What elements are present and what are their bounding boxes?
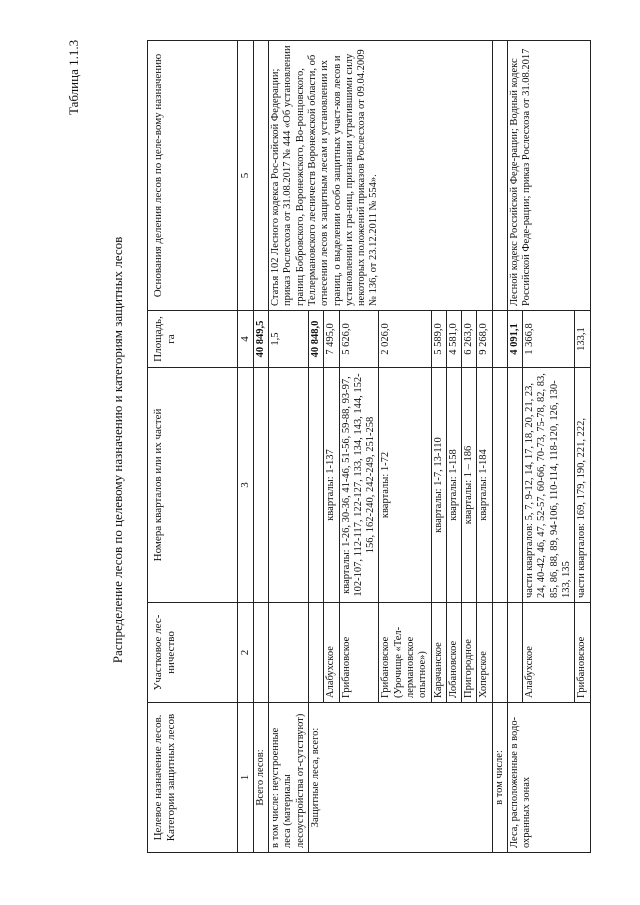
area: 2 026,0 [379,311,431,368]
water-label: Леса, расположенные в водо-охранных зонах [507,703,590,853]
quarters: части кварталов: 169, 179, 190, 221, 222, [575,368,590,603]
district-name: Лобановское [446,603,461,703]
area: 5 589,0 [431,311,446,368]
table-title: Распределение лесов по целевому назначению и категориям защитных лесов [110,236,125,664]
header-quarters: Номера кварталов или их частей [148,368,238,603]
col-number: 1 [238,703,254,853]
quarters: части кварталов: 5, 7, 9-12, 14, 17, 18, 20, 21, 23, 24, 40-42, 46, 47, 52-57, 60-66, 70-73, 75-78, 82, 83, 85, 86, 88, 89, 94-106, 110-114, 118-120, 126, 130-133, 135 [523,368,575,603]
row-unforested [269,41,309,853]
district-name: Алабухское [324,603,339,703]
col-number: 3 [238,368,254,603]
col-number: 4 [238,311,254,368]
district-name: Грибановское (Урочище «Тел-лермановское опытное») [379,603,431,703]
area: 4 581,0 [446,311,461,368]
unforested-label: в том числе: неустроенные леса (материалы лесоустройства от-сутствуют) [269,703,309,853]
header-purpose: Целевое назначение лесов. Категории защитных лесов [148,703,238,853]
total-label: Всего лесов: [253,703,268,853]
protective-area: 40 848,0 [308,311,323,368]
col-number: 2 [238,603,254,703]
water-area: 4 091,1 [507,311,522,368]
unforested-area: 1,5 [269,311,309,368]
district-name: Хоперское [477,603,492,703]
row-total [253,41,268,853]
district-name: Карачанское [431,603,446,703]
header-row [148,41,238,853]
protective-basis: Статья 102 Лесного кодекса Рос-сийской Федерации; приказ Рослесхоза от 31.08.2017 № 444 «Об установлении границ Бобровского, Воронежского, Во-ронцовского, Теллермановского лесничеств Воронежской области, об отнесении лесов к защитным лесам и установлении их границ, о выделении особо защитных участ-ков лесов и установлении их гра-ниц, признании утратившими силу некоторых положений приказов Рослесхоза от 09.04.2009 № 136, от 23.12.2011 № 554». [269,41,493,311]
quarters: кварталы: 1-158 [446,368,461,603]
header-district: Участковое лес-ничество [148,603,238,703]
header-area: Площадь, га [148,311,238,368]
quarters: кварталы: 1-7, 13-110 [431,368,446,603]
area: 1 366,8 [523,311,575,368]
quarters: кварталы: 1-137 [324,368,339,603]
column-number-row [238,41,254,853]
row-incl [492,41,507,853]
area: 5 626,0 [339,311,379,368]
table-number: Таблица 1.1.3 [66,39,81,115]
area: 7 495,0 [324,311,339,368]
incl-label: в том числе: [492,703,507,853]
row-water [507,41,522,853]
district-name: Грибановское [575,603,590,703]
area: 9 268,0 [477,311,492,368]
quarters: кварталы: 1-184 [477,368,492,603]
district-name: Алабухское [523,603,575,703]
header-basis: Основания деления лесов по целе-вому назначению [148,41,238,311]
water-basis: Лесной кодекс Российской Феде-рации; Водный кодекс Российской Феде-рации; приказ Рослесхоза от 31.08.2017 [507,41,590,311]
district-name: Грибановское [339,603,379,703]
quarters: кварталы: 1-26, 30-36, 41-46, 51-56, 59-88, 93-97, 102-107, 112-117, 122-127, 133, 134, 143, 144, 152-156, 162-240, 242-249, 251-258 [339,368,379,603]
district-name: Пригородное [462,603,477,703]
quarters: кварталы: 1-72 [379,368,431,603]
protective-label: Защитные леса, всего: [308,703,492,853]
area: 133,1 [575,311,590,368]
quarters: кварталы: 1 – 186 [462,368,477,603]
area: 6 263,0 [462,311,477,368]
total-area: 40 849,5 [253,311,268,368]
forest-distribution-table [147,40,591,853]
col-number: 5 [238,41,254,311]
